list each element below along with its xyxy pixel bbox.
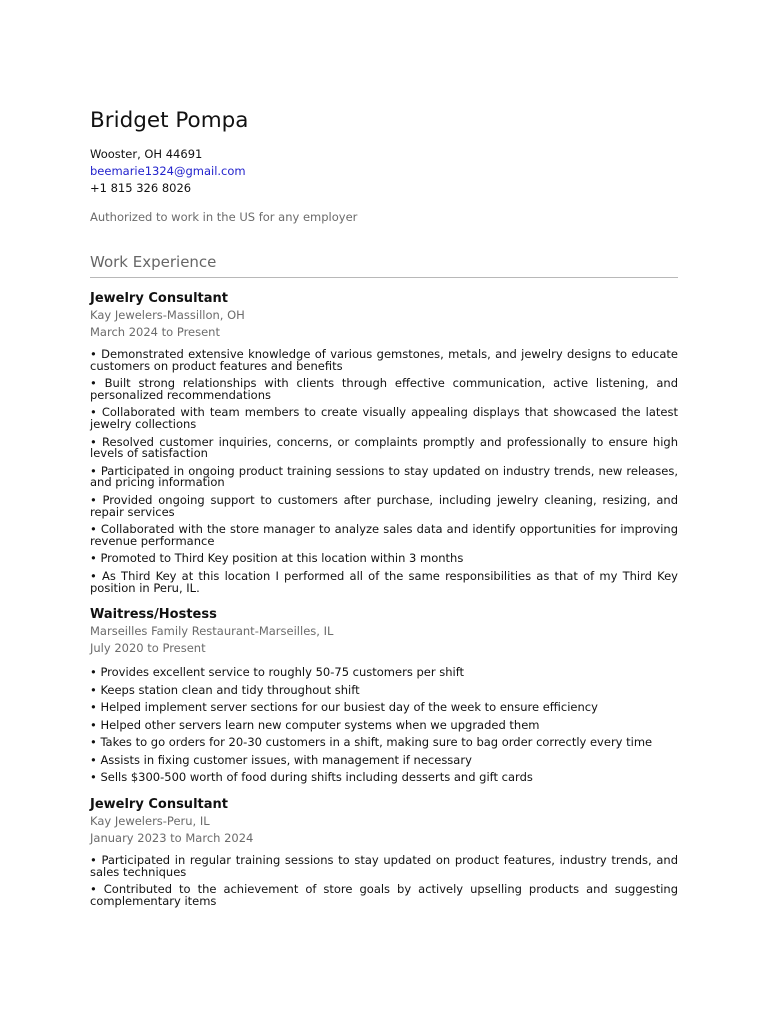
candidate-name: Bridget Pompa	[90, 108, 249, 133]
job-bullet: • Keeps station clean and tidy throughout shift	[90, 682, 360, 697]
job-bullet-list	[90, 665, 678, 784]
job-bullet: • Collaborated with the store manager to analyze sales data and identify opportunities for improving revenue performance	[90, 522, 678, 548]
job-bullet-list	[90, 855, 678, 907]
job-entry	[90, 796, 678, 907]
job-bullet: • Resolved customer inquiries, concerns, or complaints promptly and professionally to ensure high levels of satisfaction	[90, 434, 678, 461]
phone-text: +1 815 326 8026	[90, 181, 192, 195]
job-bullet: • Assists in fixing customer issues, with management if necessary	[90, 752, 472, 767]
resume-content	[90, 108, 678, 913]
job-bullet: • Contributed to the achievement of store goals by actively upselling products and suggesting complementary items	[90, 882, 678, 908]
job-bullet: • Participated in regular training sessions to stay updated on product features, industry trends, and sales techniques	[90, 853, 678, 879]
work-authorization: Authorized to work in the US for any employer	[90, 210, 358, 224]
job-bullet: • Helped implement server sections for our busiest day of the week to ensure efficiency	[90, 700, 598, 715]
job-entry	[90, 290, 678, 594]
job-company: Kay Jewelers-Massillon, OH	[90, 308, 245, 322]
job-bullet: • Sells $300-500 worth of food during shifts including desserts and gift cards	[90, 770, 533, 785]
job-dates: January 2023 to March 2024	[90, 831, 254, 846]
email-link[interactable]: beemarie1324@gmail.com	[90, 164, 246, 178]
location-text: Wooster, OH 44691	[90, 147, 203, 161]
job-dates: March 2024 to Present	[90, 325, 220, 339]
job-title: Jewelry Consultant	[90, 797, 228, 813]
job-title: Jewelry Consultant	[90, 291, 228, 306]
job-dates: July 2020 to Present	[90, 641, 206, 656]
job-bullet: • Demonstrated extensive knowledge of various gemstones, metals, and jewelry designs to educate customers on product features and benefits	[90, 347, 678, 373]
section-title-work-experience: Work Experience	[90, 252, 678, 278]
job-company: Marseilles Family Restaurant-Marseilles, IL	[90, 624, 334, 639]
job-bullet: • Participated in ongoing product training sessions to stay updated on industry trends, new releases, and pricing information	[90, 463, 678, 490]
job-title: Waitress/Hostess	[90, 607, 217, 623]
job-bullet: • Provided ongoing support to customers after purchase, including jewelry cleaning, resizing, and repair services	[90, 492, 678, 519]
job-bullet: • Takes to go orders for 20-30 customers in a shift, making sure to bag order correctly every time	[90, 735, 653, 750]
job-bullet: • Helped other servers learn new computer systems when we upgraded them	[90, 717, 540, 732]
job-bullet: • Collaborated with team members to create visually appealing displays that showcased the latest jewelry collections	[90, 405, 678, 431]
job-entry	[90, 606, 678, 784]
job-bullet: • Promoted to Third Key position at this location within 3 months	[90, 551, 464, 566]
job-bullet-list	[90, 349, 678, 594]
job-bullet: • As Third Key at this location I performed all of the same responsibilities as that of my Third Key position in Peru, IL.	[90, 568, 678, 595]
job-company: Kay Jewelers-Peru, IL	[90, 814, 210, 829]
job-bullet: • Built strong relationships with clients through effective communication, active listening, and personalized recommendations	[90, 376, 678, 402]
job-bullet: • Provides excellent service to roughly 50-75 customers per shift	[90, 665, 465, 680]
